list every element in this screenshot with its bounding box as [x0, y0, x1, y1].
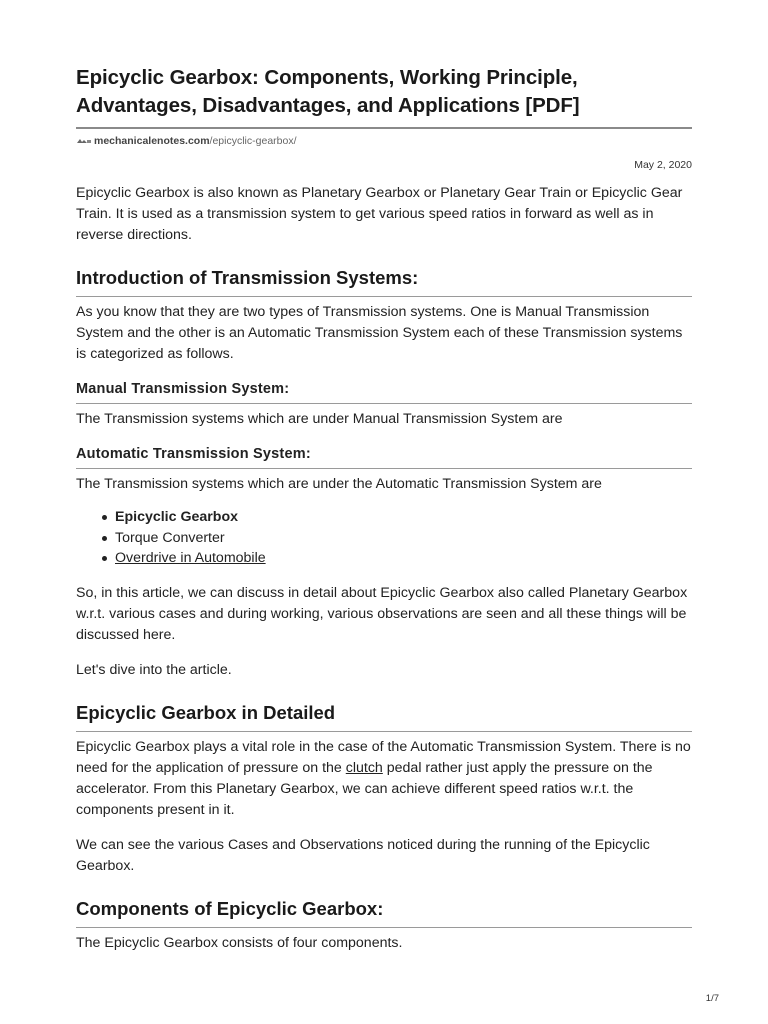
site-logo-icon: [76, 137, 92, 145]
page-number: 1/7: [705, 993, 719, 1004]
transmission-paragraph: As you know that they are two types of Transmission systems. One is Manual Transmission System and the other is an Automatic Transmission System each of these Transmission systems is categorized as follows.: [76, 304, 683, 362]
clutch-link[interactable]: clutch: [345, 759, 383, 776]
detailed-paragraph: [76, 737, 692, 821]
discuss-paragraph: So, in this article, we can discuss in detail about Epicyclic Gearbox also called Planetary Gearbox w.r.t. various cases and during working, various observations are seen and all these things will be discussed here.: [76, 584, 688, 643]
subheading-automatic: Automatic Transmission System:: [76, 446, 311, 462]
document-page: [76, 64, 692, 954]
section-heading-transmission: Introduction of Transmission Systems:: [76, 267, 419, 288]
list-item: Torque Converter: [115, 528, 692, 549]
detailed-text-end: pedal rather just apply the pressure on the accelerator. From this Planetary Gearbox, we can achieve different speed ratios w.r.t. the components present in it.: [76, 759, 653, 818]
publish-date: May 2, 2020: [634, 159, 692, 171]
section-divider: [76, 296, 692, 297]
title-divider: [76, 127, 692, 129]
dive-paragraph: Let's dive into the article.: [76, 661, 232, 678]
automatic-list: [76, 507, 692, 569]
section-heading-components: Components of Epicyclic Gearbox:: [76, 897, 384, 919]
section-divider: [76, 731, 692, 732]
source-domain[interactable]: mechanicalenotes.com: [94, 135, 210, 147]
source-path[interactable]: /epicyclic-gearbox/: [209, 135, 297, 147]
list-item[interactable]: [115, 548, 692, 569]
intro-paragraph: Epicyclic Gearbox is also known as Planetary Gearbox or Planetary Gear Train or Epicyclic Gear Train. It is used as a transmission system to get various speed ratios in forward as well as in reverse directions.: [76, 185, 683, 243]
list-item: Epicyclic Gearbox: [115, 507, 692, 528]
source-url[interactable]: [76, 133, 692, 149]
detailed-text-start: Epicyclic Gearbox plays a vital role in the case of the Automatic Transmission System. There is no need for the application of pressure on the: [76, 738, 691, 776]
section-heading-detailed: Epicyclic Gearbox in Detailed: [76, 701, 336, 723]
manual-paragraph: The Transmission systems which are under Manual Transmission System are: [76, 411, 563, 427]
overdrive-link[interactable]: Overdrive in Automobile: [115, 550, 266, 566]
section-divider: [76, 927, 692, 928]
subsection-divider: [76, 403, 692, 404]
subsection-divider: [76, 468, 692, 469]
page-title: Epicyclic Gearbox: Components, Working Principle, Advantages, Disadvantages, and Applications [PDF]: [76, 66, 580, 117]
automatic-paragraph: The Transmission systems which are under the Automatic Transmission System are: [76, 476, 602, 492]
components-paragraph: The Epicyclic Gearbox consists of four components.: [76, 934, 403, 951]
subheading-manual: Manual Transmission System:: [76, 381, 290, 397]
observations-paragraph: We can see the various Cases and Observations noticed during the running of the Epicyclic Gearbox.: [76, 836, 650, 874]
